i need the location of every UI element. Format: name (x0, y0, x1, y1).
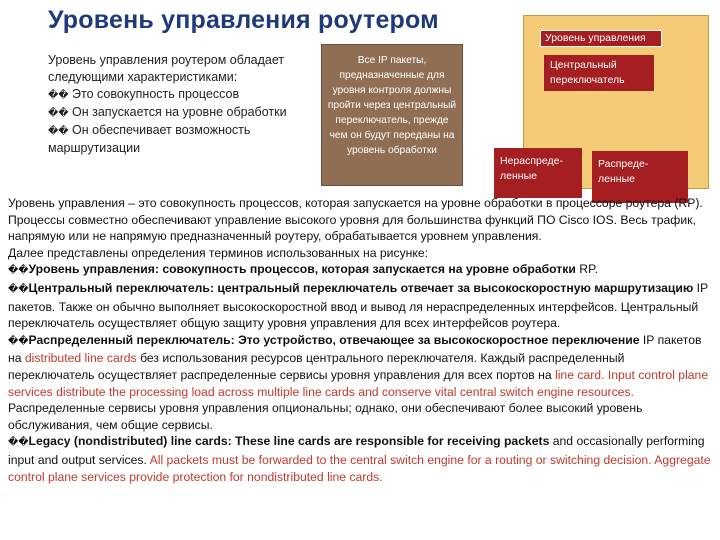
central-switch-box: Центральный переключатель (544, 55, 654, 91)
page-title: Уровень управления роутером (48, 6, 439, 34)
definition-text: IP пакетов. Также он обычно выполняет высокоскоростной ввод и вывод ля нераспределенных интерфейсов. Центральный переключатель осуществляет общую защиту уровня управления для всех интерфейсов роутера. (8, 280, 708, 331)
intro-bullet-text: Он запускается на уровне обработки (72, 105, 287, 119)
intro-line: следующими характеристиками: (48, 70, 238, 84)
callout-box: Все IP пакеты, предназначенные для уровня контроля должны пройти через центральный переключатель, прежде чем он будут переданы на уровень обработки (321, 44, 463, 186)
bullet-glyph: �� (8, 265, 29, 277)
intro-text (48, 52, 323, 157)
bullet-glyph: �� (8, 335, 29, 347)
intro-bullet (48, 104, 323, 122)
definition-item (8, 280, 714, 332)
definition-item (8, 433, 714, 485)
nondistributed-box: Нераспреде-ленные (494, 148, 582, 198)
definition-item (8, 261, 714, 280)
bullet-glyph: �� (48, 108, 69, 119)
distributed-box: Распреде-ленные (592, 151, 688, 203)
bullet-glyph: �� (8, 283, 29, 295)
body-text (8, 195, 714, 485)
paragraph: Далее представлены определения терминов использованных на рисунке: (8, 245, 429, 260)
definition-text: без использования ресурсов центрального переключателя. Каждый распределенный переключатель осуществляет распределенные сервисы уровня управления для всех портов на (8, 351, 625, 382)
definition-term: Распределенный переключатель: Это устройство, отвечающее за высокоскоростное переключение (28, 332, 640, 347)
definition-text: RP. (575, 262, 599, 277)
intro-bullet-text: Он обеспечивает возможность (72, 123, 251, 137)
definition-item (8, 332, 714, 434)
highlight-text: distributed line cards (24, 351, 137, 366)
definition-term: Уровень управления: совокупность процессов, которая запускается на уровне обработки (28, 262, 576, 277)
highlight-text: line card. Input control plane services distribute the processing load across multiple line cards and conserve vital central switch engine resources. (8, 367, 709, 399)
bullet-glyph: �� (48, 90, 69, 101)
definition-term: Центральный переключатель: центральный переключатель отвечает за высокоскоростную маршрутизацию (28, 280, 694, 295)
intro-bullet (48, 122, 323, 140)
control-plane-box: Уровень управления (540, 30, 662, 47)
highlight-text: All packets must be forwarded to the central switch engine for a routing or switching decision. Aggregate control plane services provide protection for nondistributed line cards. (8, 452, 711, 484)
definition-text: IP пакетов на (8, 332, 702, 366)
definition-term: Legacy (nondistributed) line cards: These line cards are responsible for receiving packets (28, 434, 550, 449)
control-plane-diagram (500, 15, 709, 189)
intro-line: маршрутизации (48, 141, 141, 155)
definition-text: Распределенные сервисы уровня управления опциональны; однако, они обеспечивают более высокий уровень обслуживания, чем общие сервисы. (8, 401, 643, 432)
bullet-glyph: �� (8, 437, 29, 449)
paragraph: Уровень управления – это совокупность процессов, которая запускается на уровне обработки в процессоре роутера (RP). Процессы совместно обеспечивают управление высокого уровня для большинства функций ПО Cisco IOS. Весь трафик, напрямую или не напрямую предназначенный роутеру, обрабатывается уровнем управления. (8, 196, 703, 244)
definition-text: and occasionally performing input and output services. (8, 434, 705, 467)
intro-bullet-text: Это совокупность процессов (72, 87, 240, 101)
intro-bullet (48, 86, 323, 104)
bullet-glyph: �� (48, 126, 69, 137)
intro-line: Уровень управления роутером обладает (48, 53, 285, 67)
